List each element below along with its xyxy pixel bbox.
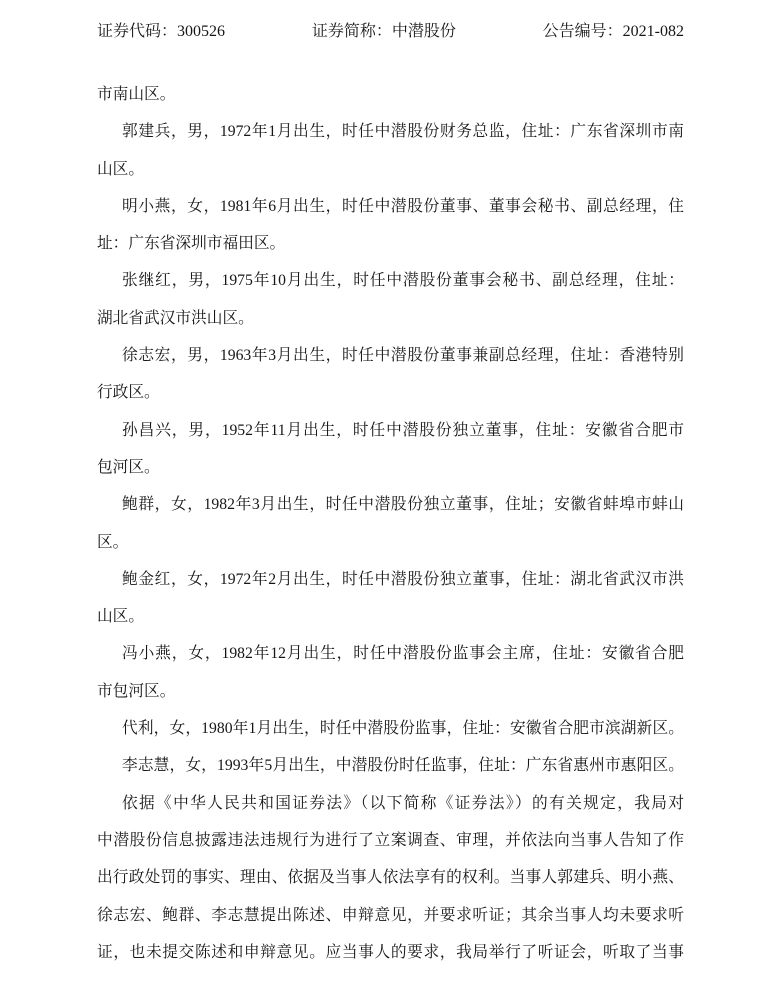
text-line: 孙昌兴，男，1952年11月出生，时任中潜股份独立董事，住址：安徽省合肥市 (122, 421, 684, 439)
document-header (97, 22, 684, 42)
text-line: 鲍金红，女，1972年2月出生，时任中潜股份独立董事，住址：湖北省武汉市洪 (122, 570, 684, 588)
text-line: 湖北省武汉市洪山区。 (97, 309, 254, 327)
text-line: 明小燕，女，1981年6月出生，时任中潜股份董事、董事会秘书、副总经理，住 (122, 197, 684, 215)
text-line: 徐志宏，男，1963年3月出生，时任中潜股份董事兼副总经理，住址：香港特别 (122, 347, 684, 365)
text-line: 市包河区。 (97, 682, 176, 700)
security-code-label: 证券代码：300526 (97, 23, 226, 40)
text-line: 出行政处罚的事实、理由、依据及当事人依法享有的权利。当事人郭建兵、明小燕、 (97, 869, 684, 887)
text-line: 中潜股份信息披露违法违规行为进行了立案调查、审理，并依法向当事人告知了作 (97, 831, 684, 849)
text-line: 郭建兵，男，1972年1月出生，时任中潜股份财务总监，住址：广东省深圳市南 (122, 123, 684, 141)
text-line: 市南山区。 (97, 86, 176, 103)
announcement-number-label: 公告编号：2021-082 (542, 23, 684, 40)
text-line: 区。 (97, 533, 129, 551)
text-line: 依据《中华人民共和国证券法》（以下简称《证券法》）的有关规定，我局对 (122, 794, 684, 812)
text-line: 证，也未提交陈述和申辩意见。应当事人的要求，我局举行了听证会，听取了当事 (97, 943, 684, 961)
security-name-label: 证券简称：中潜股份 (311, 23, 456, 40)
text-line: 张继红，男，1975年10月出生，时任中潜股份董事会秘书、副总经理，住址： (122, 272, 684, 290)
text-line: 山区。 (97, 608, 145, 626)
text-line: 代利，女，1980年1月出生，时任中潜股份监事，住址：安徽省合肥市滨湖新区。 (122, 720, 684, 738)
text-line: 山区。 (97, 160, 145, 178)
text-line: 冯小燕，女，1982年12月出生，时任中潜股份监事会主席，住址：安徽省合肥 (122, 645, 684, 663)
document-body (97, 76, 684, 971)
text-line: 址：广东省深圳市福田区。 (97, 235, 286, 253)
text-line: 包河区。 (97, 458, 160, 476)
text-line: 行政区。 (97, 384, 160, 402)
text-line: 徐志宏、鲍群、李志慧提出陈述、申辩意见，并要求听证；其余当事人均未要求听 (97, 906, 684, 924)
text-line: 李志慧，女，1993年5月出生，中潜股份时任监事，住址：广东省惠州市惠阳区。 (122, 757, 684, 775)
text-line: 鲍群，女，1982年3月出生，时任中潜股份独立董事，住址；安徽省蚌埠市蚌山 (122, 496, 684, 514)
